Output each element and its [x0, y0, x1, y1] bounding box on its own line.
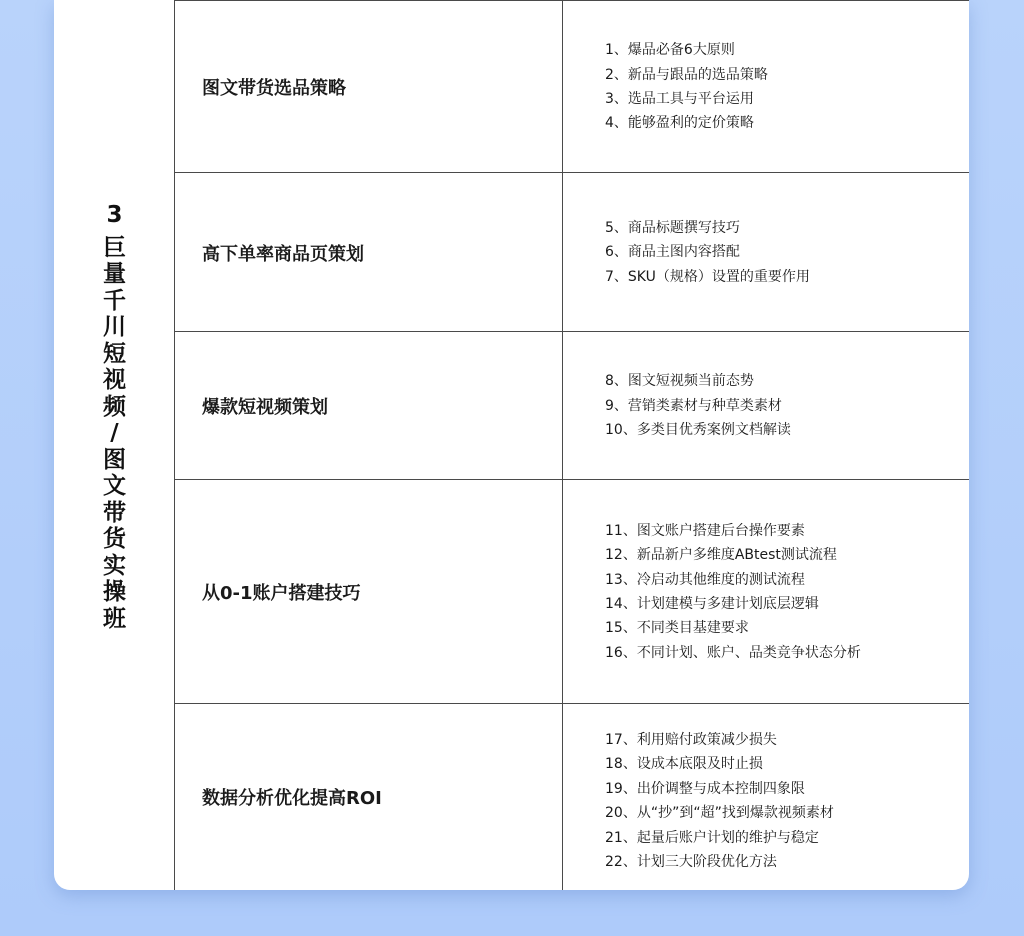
section-title-char: 千	[103, 287, 126, 314]
list-item: 17、利用赔付政策减少损失	[605, 732, 777, 748]
section-title-char: 量	[103, 261, 126, 287]
items-cell	[563, 704, 969, 890]
table-row	[175, 331, 969, 480]
section-title-char: 货	[103, 526, 126, 552]
section-title-char: 巨	[103, 234, 126, 261]
topic-label: 从0-1账户搭建技巧	[202, 583, 361, 604]
topic-label: 爆款短视频策划	[202, 397, 328, 418]
table-row	[175, 0, 969, 173]
table-row	[175, 479, 969, 704]
list-item: 22、计划三大阶段优化方法	[605, 854, 777, 871]
list-item: 20、从“抄”到“超”找到爆款视频素材	[605, 805, 834, 822]
section-title-char: 图	[103, 446, 126, 473]
list-item: 1、爆品必备6大原则	[605, 42, 735, 59]
items-cell	[563, 1, 969, 173]
section-title-char: 频	[103, 393, 126, 420]
course-card	[54, 0, 969, 890]
section-title-char: 3	[106, 202, 123, 228]
topic-cell	[175, 704, 563, 890]
section-title-char: 文	[103, 473, 126, 499]
list-item: 7、SKU（规格）设置的重要作用	[605, 268, 810, 285]
list-item: 19、出价调整与成本控制四象限	[605, 780, 805, 797]
section-title-char: 川	[103, 314, 126, 340]
section-title-char: 班	[103, 605, 126, 632]
list-item: 21、起量后账户计划的维护与稳定	[605, 829, 819, 846]
list-item: 11、图文账户搭建后台操作要素	[605, 522, 805, 539]
list-item: 12、新品新户多维度ABtest测试流程	[605, 547, 837, 564]
topic-label: 图文带货选品策略	[202, 78, 346, 99]
topic-cell	[175, 480, 563, 704]
section-title-char: 视	[103, 367, 126, 393]
list-item: 8、图文短视频当前态势	[605, 373, 754, 390]
section-title-char: 带	[103, 499, 126, 526]
list-item: 18、设成本底限及时止损	[605, 756, 763, 773]
topic-label: 高下单率商品页策划	[202, 243, 364, 265]
list-item: 2、新品与跟品的选品策略	[605, 66, 768, 83]
section-column	[54, 0, 175, 890]
list-item: 6、商品主图内容搭配	[605, 244, 740, 261]
list-item: 13、冷启动其他维度的测试流程	[605, 571, 805, 588]
topic-label: 数据分析优化提高ROI	[202, 788, 382, 809]
section-title-char: 操	[103, 579, 126, 605]
items-cell	[563, 332, 969, 480]
list-item: 5、商品标题撰写技巧	[605, 219, 740, 236]
list-item: 3、选品工具与平台运用	[605, 91, 754, 107]
list-item: 16、不同计划、账户、品类竞争状态分析	[605, 644, 861, 661]
list-item: 14、计划建模与多建计划底层逻辑	[605, 596, 819, 612]
topic-cell	[175, 173, 563, 332]
topic-cell	[175, 1, 563, 173]
table-row	[175, 703, 969, 890]
section-title-char: /	[110, 420, 119, 446]
list-item: 4、能够盈利的定价策略	[605, 115, 754, 132]
items-cell	[563, 173, 969, 332]
table-row	[175, 172, 969, 332]
section-title	[54, 202, 175, 632]
list-item: 10、多类目优秀案例文档解读	[605, 422, 791, 439]
topic-cell	[175, 332, 563, 480]
list-item: 9、营销类素材与种草类素材	[605, 397, 782, 414]
section-title-char: 实	[103, 552, 126, 579]
curriculum-table	[175, 0, 969, 890]
items-cell	[563, 480, 969, 704]
list-item: 15、不同类目基建要求	[605, 620, 749, 637]
section-title-char: 短	[103, 340, 126, 367]
